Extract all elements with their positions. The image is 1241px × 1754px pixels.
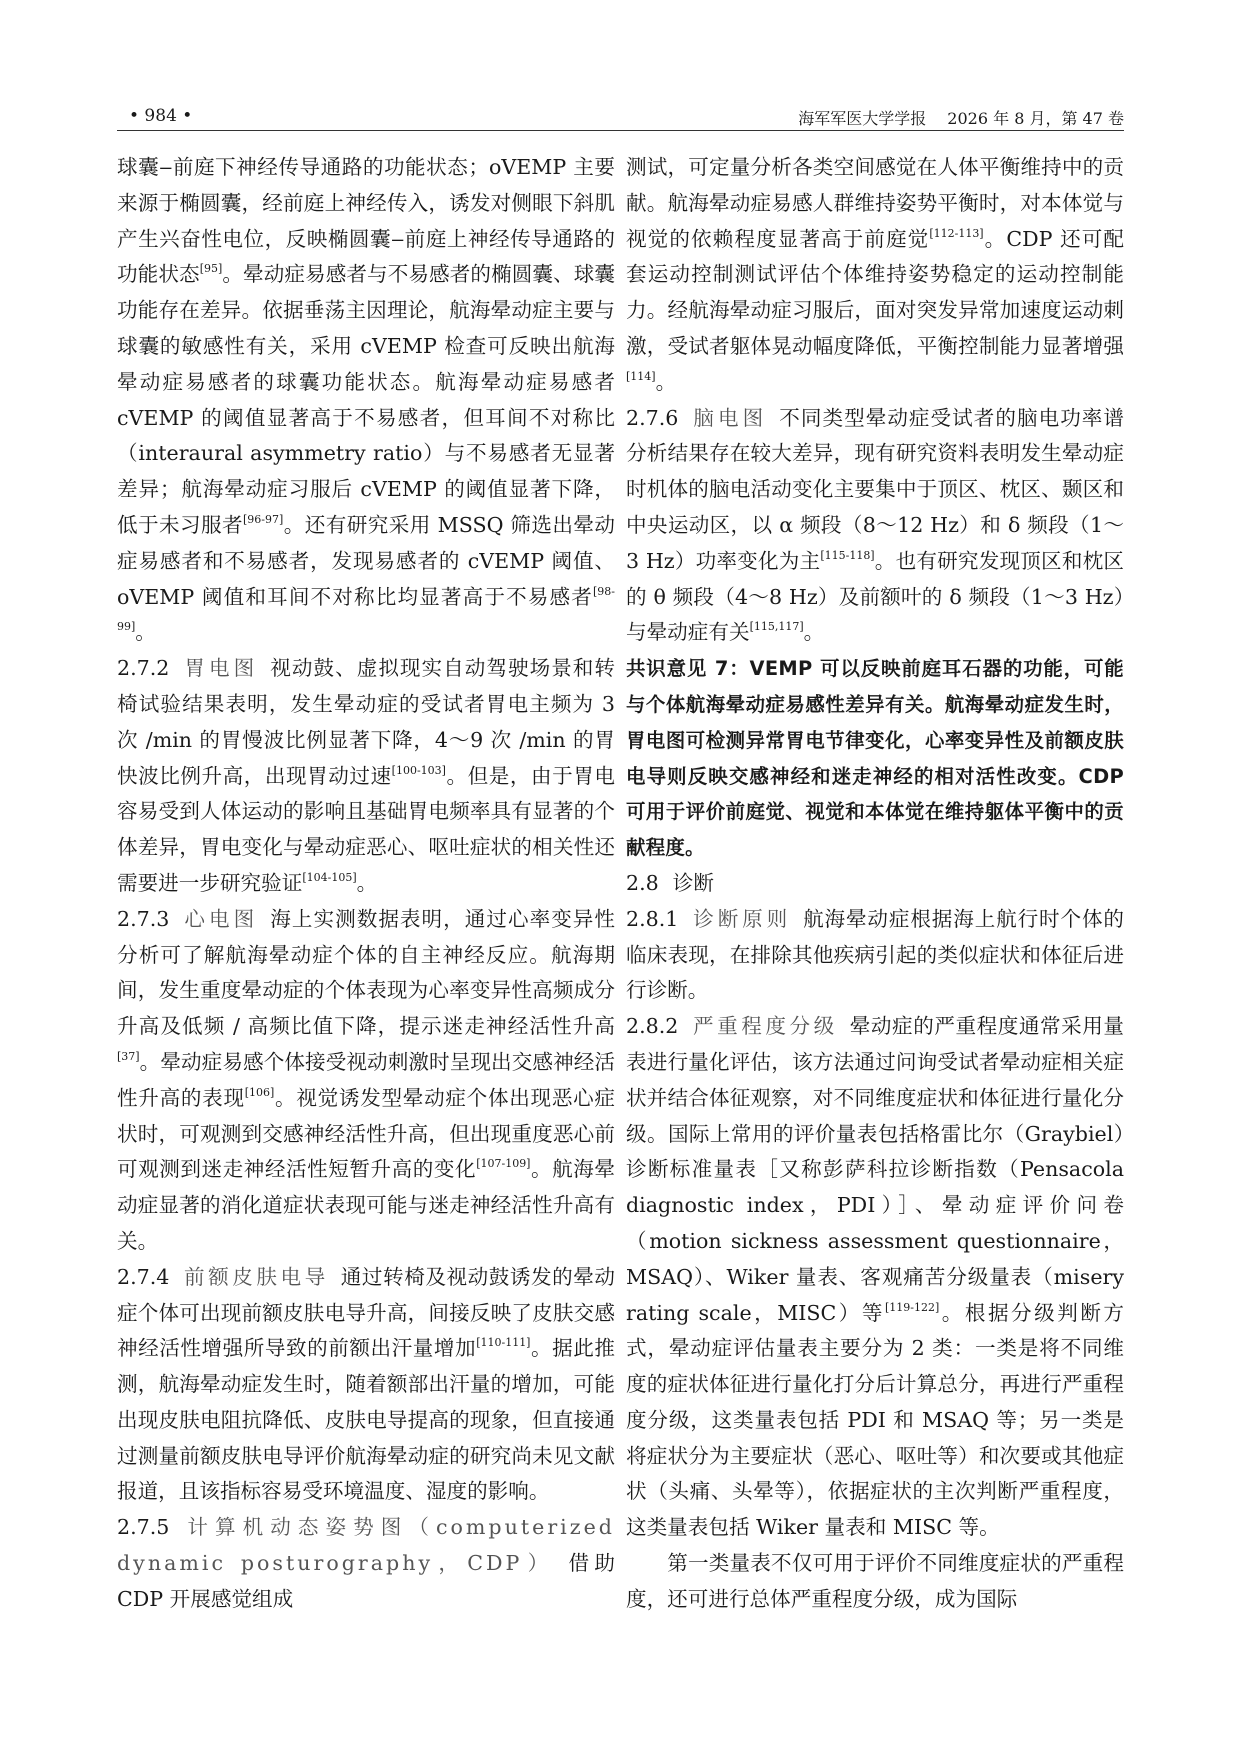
citation[interactable]: [98-99]	[117, 584, 615, 634]
running-header	[117, 100, 1124, 131]
citation[interactable]: [37]	[117, 1049, 140, 1063]
section-title: 前额皮肤电导	[183, 1264, 329, 1289]
page-number: • 984 •	[129, 106, 193, 126]
citation[interactable]: [110-111]	[476, 1336, 531, 1350]
section-2-7-2: 2.7.2 胃电图 视动鼓、虚拟现实自动驾驶场景和转椅试验结果表明，发生晕动症的受试者胃电主频为 3 次 /min 的胃慢波比例显著下降，4～9 次 /min 的胃快波比例升高，出现胃动过速[100-103]。但是，由于胃电容易受到人体运动的影响且基础胃电频率具有显著的个体差异，胃电变化与晕动症恶心、呕吐症状的相关性还需要进一步研究验证[104-105]。	[117, 656, 616, 895]
section-2-8-2: 2.8.2 严重程度分级 晕动症的严重程度通常采用量表进行量化评估，该方法通过问询受试者晕动症相关症状并结合体征观察，对不同维度症状和体征进行量化分级。国际上常用的评价量表包括格雷比尔（Graybiel）诊断标准量表［又称彭萨科拉诊断指数（Pensacola diagnostic index，PDI）］、晕动症评价问卷（motion sickness assessment questionnaire，MSAQ）、Wiker 量表、客观痛苦分级量表（misery rating scale，MISC）等[119-122]。根据分级判断方式，晕动症评估量表主要分为 2 类：一类是将不同维度的症状体征进行量化打分后计算总分，再进行严重程度分级，这类量表包括 PDI 和 MSAQ 等；另一类是将症状分为主要症状（恶心、呕吐等）和次要或其他症状（头痛、头晕等），依据症状的主次判断严重程度，这类量表包括 Wiker 量表和 MISC 等。	[626, 1014, 1125, 1540]
citation[interactable]: [112-113]	[929, 226, 984, 240]
section-2-7-4: 2.7.4 前额皮肤电导 通过转椅及视动鼓诱发的晕动症个体可出现前额皮肤电导升高，间接反映了皮肤交感神经活性增强所导致的前额出汗量增加[110-111]。据此推测，航海晕动症发生时，随着额部出汗量的增加，可能出现皮肤电阻抗降低、皮肤电导提高的现象，但直接通过测量前额皮肤电导评价航海晕动症的研究尚未见文献报道，且该指标容易受环境温度、湿度的影响。	[117, 1264, 616, 1504]
citation[interactable]: [104-105]	[302, 870, 357, 884]
section-number: 2.7.6	[626, 405, 679, 430]
section-title: 诊断	[672, 870, 714, 895]
journal-info: 海军军医大学学报 2026 年 8 月，第 47 卷	[798, 109, 1124, 128]
paragraph-vemp: 球囊‒前庭下神经传导通路的功能状态；oVEMP 主要来源于椭圆囊，经前庭上神经传入，诱发对侧眼下斜肌产生兴奋性电位，反映椭圆囊‒前庭上神经传导通路的功能状态[95]。晕动症易感者与不易感者的椭圆囊、球囊功能存在差异。依据垂荡主因理论，航海晕动症主要与球囊的敏感性有关，采用 cVEMP 检查可反映出航海晕动症易感者的球囊功能状态。航海晕动症易感者 cVEMP 的阈值显著高于不易感者，但耳间不对称比（interaural asymmetry ratio）与不易感者无显著差异；航海晕动症习服后 cVEMP 的阈值显著下降，低于未习服者[96-97]。还有研究采用 MSSQ 筛选出晕动症易感者和不易感者，发现易感者的 cVEMP 阈值、oVEMP 阈值和耳间不对称比均显著高于不易感者[98-99]。	[117, 155, 616, 645]
citation[interactable]: [106]	[244, 1085, 275, 1099]
citation[interactable]: [115-118]	[820, 548, 875, 562]
section-2-7-6: 2.7.6 脑电图 不同类型晕动症受试者的脑电功率谱分析结果存在较大差异，现有研究资料表明发生晕动症时机体的脑电活动变化主要集中于顶区、枕区、颞区和中央运动区，以 α 频段（8～12 Hz）和 δ 频段（1～3 Hz）功率变化为主[115-118]。也有研究发现顶区和枕区的 θ 频段（4～8 Hz）及前额叶的 δ 频段（1～3 Hz）与晕动症有关[115,117]。	[626, 405, 1125, 645]
citation[interactable]: [107-109]	[476, 1157, 531, 1171]
section-number: 2.7.5	[117, 1515, 170, 1540]
section-number: 2.7.4	[117, 1264, 170, 1289]
citation[interactable]: [119-122]	[884, 1300, 940, 1314]
section-number: 2.7.2	[117, 656, 170, 681]
section-title: 诊断原则	[692, 906, 792, 931]
section-2-7-5: 2.7.5 计算机动态姿势图（computerized dynamic posturography，CDP） 借助 CDP 开展感觉组成	[117, 1515, 616, 1611]
citation[interactable]: [100-103]	[391, 763, 446, 777]
citation[interactable]: [95]	[199, 262, 223, 276]
section-title: 严重程度分级	[692, 1014, 838, 1039]
section-number: 2.8.1	[626, 906, 679, 931]
section-title: 心电图	[183, 906, 259, 931]
citation[interactable]: [114]	[626, 369, 656, 383]
paragraph-cdp: 测试，可定量分析各类空间感觉在人体平衡维持中的贡献。航海晕动症易感人群维持姿势平衡时，对本体觉与视觉的依赖程度显著高于前庭觉[112-113]。CDP 还可配套运动控制测试评估个体维持姿势稳定的运动控制能力。经航海晕动症习服后，面对突发异常加速度运动刺激，受试者躯体晃动幅度降低，平衡控制能力显著增强[114]。	[626, 155, 1125, 394]
paragraph-scales: 第一类量表不仅可用于评价不同维度症状的严重程度，还可进行总体严重程度分级，成为国际	[626, 1551, 1124, 1611]
citation[interactable]: [115,117]	[749, 620, 804, 634]
section-title: 脑电图	[692, 405, 768, 430]
section-title: 计算机动态姿势图（computerized dynamic posturography，CDP）	[117, 1515, 615, 1576]
section-2-8-heading	[626, 866, 1124, 902]
section-number: 2.8.2	[626, 1014, 679, 1039]
section-2-8-1: 2.8.1 诊断原则 航海晕动症根据海上航行时个体的临床表现，在排除其他疾病引起的类似症状和体征后进行诊断。	[626, 906, 1125, 1003]
section-number: 2.8	[626, 870, 659, 895]
left-column	[117, 150, 615, 1618]
section-title: 胃电图	[183, 656, 259, 681]
section-2-7-3: 2.7.3 心电图 海上实测数据表明，通过心率变异性分析可了解航海晕动症个体的自主神经反应。航海期间，发生重度晕动症的个体表现为心率变异性高频成分升高及低频 / 高频比值下降，提示迷走神经活性升高[37]。晕动症易感个体接受视动刺激时呈现出交感神经活性升高的表现[106]。视觉诱发型晕动症个体出现恶心症状时，可观测到交感神经活性升高，但出现重度恶心前可观测到迷走神经活性短暂升高的变化[107-109]。航海晕动症显著的消化道症状表现可能与迷走神经活性升高有关。	[117, 906, 616, 1253]
right-column	[626, 150, 1124, 1618]
consensus-statement-7: 共识意见 7：VEMP 可以反映前庭耳石器的功能，可能与个体航海晕动症易感性差异有关。航海晕动症发生时，胃电图可检测异常胃电节律变化，心率变异性及前额皮肤电导则反映交感神经和迷走神经的相对活性改变。CDP 可用于评价前庭觉、视觉和本体觉在维持躯体平衡中的贡献程度。	[626, 657, 1124, 860]
citation[interactable]: [96-97]	[243, 512, 284, 526]
section-number: 2.7.3	[117, 906, 170, 931]
